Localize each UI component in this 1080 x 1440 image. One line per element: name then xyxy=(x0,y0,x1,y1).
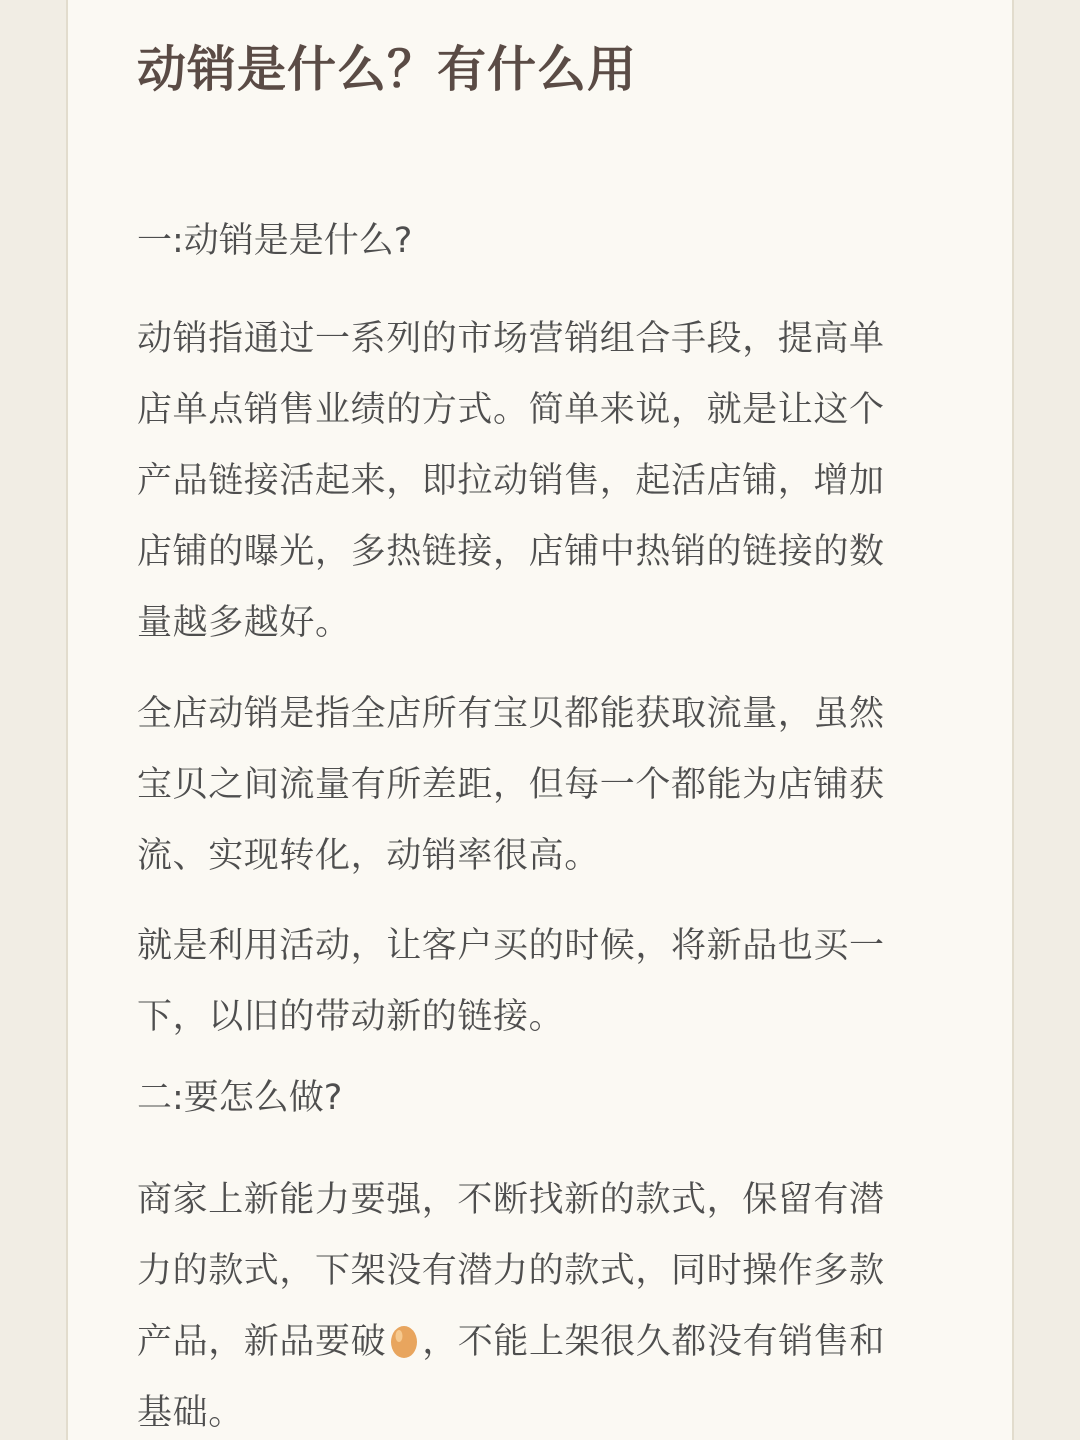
paragraph-activity xyxy=(137,911,947,1053)
text-line: 流、实现转化，动销率很高。 xyxy=(137,836,600,876)
paragraph-method xyxy=(137,1165,947,1440)
paragraph-store-wide xyxy=(137,679,947,892)
text-line: 店单点销售业绩的方式。简单来说，就是让这个 xyxy=(137,390,885,430)
text-line-with-egg xyxy=(137,1307,947,1378)
text-line: 就是利用活动，让客户买的时候，将新品也买一 xyxy=(137,926,885,966)
text-line: 量越多越好。 xyxy=(137,603,351,643)
text-fragment: 产品，新品要破 xyxy=(137,1322,387,1362)
text-line: 下，以旧的带动新的链接。 xyxy=(137,997,565,1037)
text-line: 全店动销是指全店所有宝贝都能获取流量，虽然 xyxy=(137,694,885,734)
egg-icon xyxy=(389,1321,419,1359)
section-heading-what: 一:动销是是什么? xyxy=(137,221,413,261)
paragraph-definition xyxy=(137,304,947,659)
text-line: 基础。 xyxy=(137,1393,244,1433)
article-title: 动销是什么？有什么用 xyxy=(137,41,638,98)
text-line: 产品链接活起来，即拉动销售，起活店铺，增加 xyxy=(137,461,885,501)
text-line: 店铺的曝光，多热链接，店铺中热销的链接的数 xyxy=(137,532,885,572)
section-heading-how: 二:要怎么做? xyxy=(137,1078,343,1118)
text-line: 宝贝之间流量有所差距，但每一个都能为店铺获 xyxy=(137,765,885,805)
article-body xyxy=(137,215,947,1440)
text-line: 动销指通过一系列的市场营销组合手段，提高单 xyxy=(137,319,885,359)
text-fragment: ，不能上架很久都没有销售和 xyxy=(422,1322,886,1362)
text-line: 力的款式，下架没有潜力的款式，同时操作多款 xyxy=(137,1251,885,1291)
text-line: 商家上新能力要强，不断找新的款式，保留有潜 xyxy=(137,1180,885,1220)
